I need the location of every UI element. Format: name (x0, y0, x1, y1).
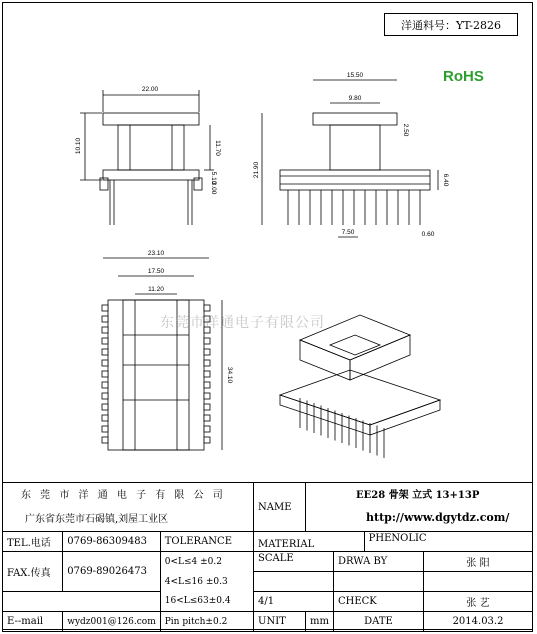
material-value: PHENOLIC (364, 532, 532, 552)
bottom-pin-pad (102, 415, 108, 421)
bottom-pin-pad (102, 393, 108, 399)
fax-spacer (3, 592, 161, 612)
company-website: http://www.dgytdz.com/ (306, 503, 533, 532)
bottom-pin-pad (204, 338, 210, 344)
bottom-pin-pad (102, 338, 108, 344)
drawn-by-label: DRWA BY (333, 552, 423, 572)
pin-pitch-tolerance: Pin pitch±0.2 (160, 612, 253, 632)
bottom-pin-pad (204, 426, 210, 432)
dimension-f: 11.70 (214, 140, 221, 156)
dimension-k: 2.50 (402, 123, 409, 137)
bottom-pin-pad (102, 305, 108, 311)
dimension-d: 3.00 (210, 181, 217, 195)
tolerance-label: TOLERANCE (160, 532, 253, 552)
scale-label: SCALE (254, 552, 334, 572)
drawn-spacer-2 (424, 572, 533, 592)
bottom-pin-pad (204, 404, 210, 410)
scale-spacer (254, 572, 334, 592)
dimension-m: 6.40 (442, 173, 449, 187)
drawn-by-value: 张 阳 (424, 552, 533, 572)
tolerance-row-1: 0<L≤4 ±0.2 (160, 552, 253, 572)
title-block (2, 482, 533, 632)
bottom-pin-pad (204, 305, 210, 311)
tolerance-row-2: 4<L≤16 ±0.3 (160, 572, 253, 592)
bottom-pin-pad (204, 349, 210, 355)
bottom-pin-pad (204, 393, 210, 399)
dimension-b: 17.50 (147, 268, 165, 275)
dimension-j: 15.50 (346, 72, 364, 79)
tel-value: 0769-86309483 (63, 532, 161, 552)
isometric-view (280, 315, 440, 435)
unit-value: mm (306, 612, 334, 632)
dimension-c: 11.20 (148, 286, 164, 293)
dimension-h: 10.10 (75, 137, 82, 155)
bottom-pin-pad (204, 415, 210, 421)
date-value: 2014.03.2 (424, 612, 533, 632)
company-name: 东 莞 市 洋 通 电 子 有 限 公 司 (3, 483, 254, 504)
checked-by-value: 张 艺 (424, 592, 533, 612)
bottom-pin-pad (102, 360, 108, 366)
company-address: 广东省东莞市石碣镇,刘屋工业区 (3, 503, 254, 532)
email-value: wydz001@126.com (63, 612, 161, 632)
bottom-pin-pad (102, 437, 108, 443)
dimension-o: 7.50 (341, 229, 355, 236)
bottom-pin-pad (102, 426, 108, 432)
dimension-n: 0.60 (421, 231, 435, 238)
unit-label: UNIT (254, 612, 306, 632)
fax-label: FAX.传真 (3, 552, 63, 592)
tel-label: TEL.电话 (3, 532, 63, 552)
bottom-pin-pad (204, 360, 210, 366)
name-label: NAME (254, 483, 306, 532)
dimension-i: 9.80 (348, 95, 362, 102)
date-label: DATE (333, 612, 423, 632)
product-name: EE28 骨架 立式 13+13P (306, 483, 533, 504)
dimension-p: 34.10 (226, 366, 233, 384)
bottom-pin-pad (102, 382, 108, 388)
scale-value: 4/1 (254, 592, 334, 612)
bottom-pin-pad (102, 404, 108, 410)
part-number-box: 洋通料号：YT-2826 (384, 13, 518, 36)
bottom-pin-pad (204, 437, 210, 443)
dimension-g: 5.10 (210, 171, 217, 185)
watermark: 东莞市洋通电子有限公司 (160, 315, 325, 331)
check-label: CHECK (333, 592, 423, 612)
dimension-c-side: 21.90 (253, 161, 260, 179)
front-view (80, 90, 214, 225)
bottom-pin-pad (102, 371, 108, 377)
tolerance-row-3: 16<L≤63±0.4 (160, 592, 253, 612)
email-label: E--mail (3, 612, 63, 632)
material-label: MATERIAL (254, 532, 365, 552)
bottom-pin-pad (102, 349, 108, 355)
drawn-spacer (333, 572, 423, 592)
bottom-pin-pad (102, 316, 108, 322)
dimension-a: 23.10 (147, 250, 165, 257)
dimension-e: 22.00 (141, 86, 159, 93)
bottom-pin-pad (204, 382, 210, 388)
fax-value: 0769-89026473 (63, 552, 161, 592)
rohs-mark: RoHS (443, 68, 484, 85)
bottom-pin-pad (204, 371, 210, 377)
bottom-pin-pad (102, 327, 108, 333)
